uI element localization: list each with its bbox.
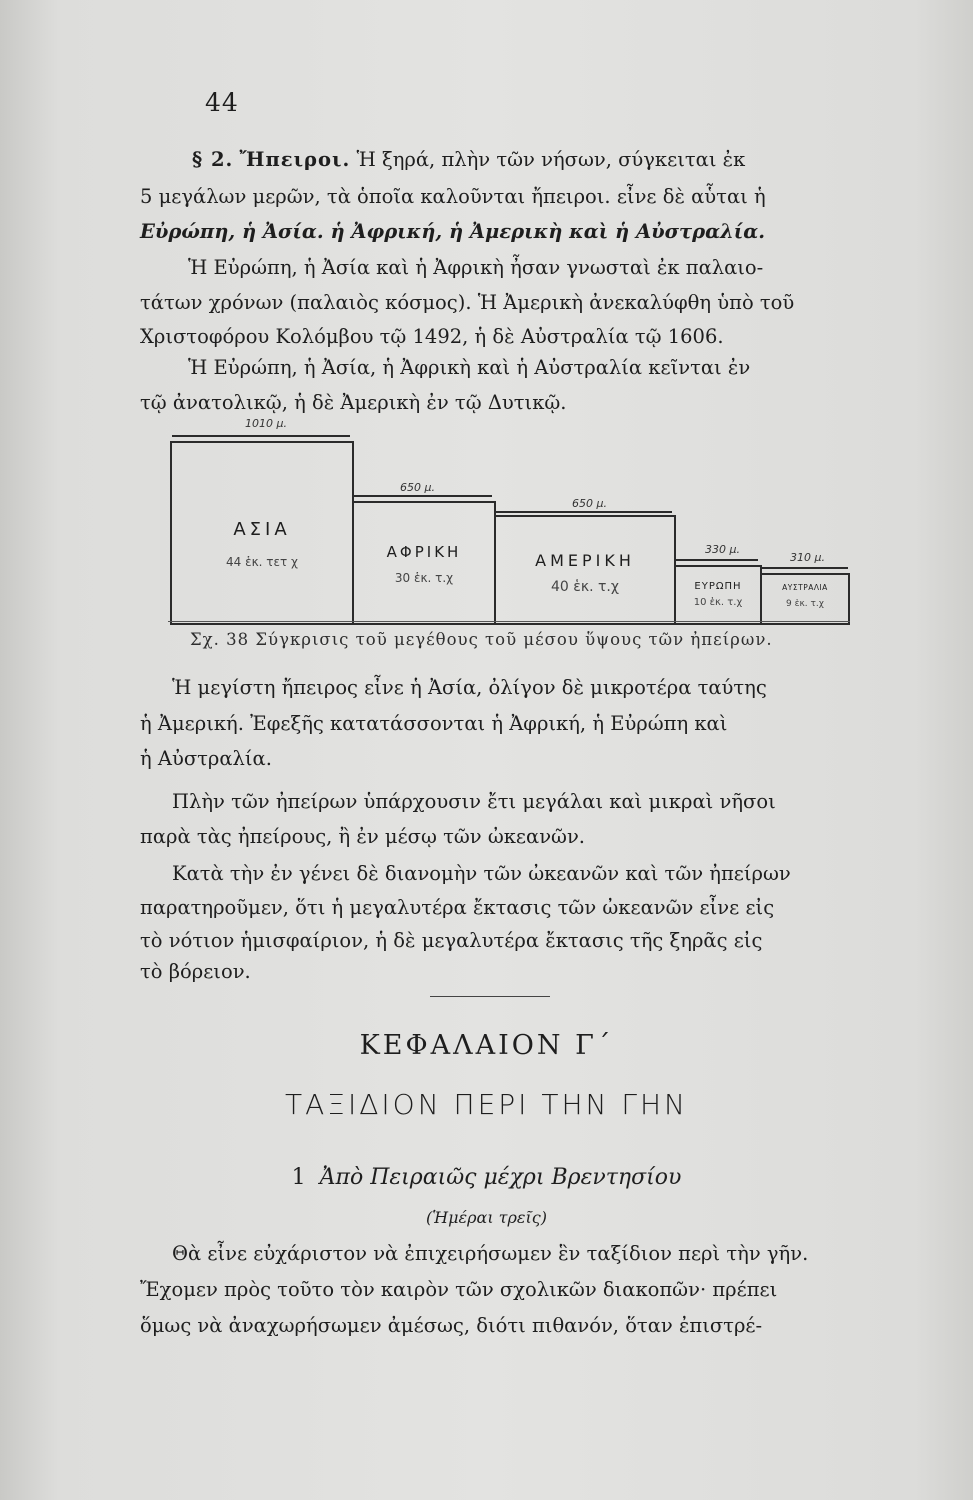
- section-title: Ἤπειροι.: [239, 148, 351, 171]
- chapter-title: ΤΑΞΙΔΙΟΝ ΠΕΡΙ ΤΗΝ ΓΗΝ: [285, 1088, 688, 1121]
- text-line: τάτων χρόνων (παλαιὸς κόσμος). Ἡ Ἀμερικὴ ἀνεκαλύφθη ὑπὸ τοῦ: [140, 291, 795, 314]
- text-line: Ἡ μεγίστη ἤπειρος εἶνε ἡ Ἀσία, ὀλίγον δὲ μικροτέρα ταύτης: [172, 676, 767, 699]
- continent-name-europe: ΕΥΡΩΠΗ: [694, 581, 742, 592]
- continent-name-asia: ΑΣΙΑ: [233, 519, 291, 540]
- text-line: Χριστοφόρου Κολόμβου τῷ 1492, ἡ δὲ Αὐστραλία τῷ 1606.: [140, 325, 724, 348]
- text-line: παρατηροῦμεν, ὅτι ἡ μεγαλυτέρα ἔκτασις τῶν ὠκεανῶν εἶνε εἰς: [140, 896, 775, 919]
- section-mark: § 2.: [192, 148, 234, 171]
- text-line: ἡ Ἀμερική. Ἐφεξῆς κατατάσσονται ἡ Ἀφρική, ἡ Εὐρώπη καὶ: [140, 712, 728, 735]
- box-europe: [674, 565, 762, 625]
- continent-name-australia: ΑΥΣΤΡΑΛΙΑ: [782, 583, 828, 592]
- continent-area-africa: 30 ἑκ. τ.χ: [394, 571, 454, 585]
- section-divider: [430, 996, 550, 997]
- text-line: Θὰ εἶνε εὐχάριστον νὰ ἐπιχειρήσωμεν ἓν ταξίδιον περὶ τὴν γῆν.: [172, 1242, 809, 1265]
- continent-area-america: 40 ἑκ. τ.χ: [551, 579, 619, 595]
- text-line: Πλὴν τῶν ἠπείρων ὑπάρχουσιν ἔτι μεγάλαι καὶ μικραὶ νῆσοι: [172, 790, 776, 813]
- height-label-europe: 330 μ.: [705, 543, 740, 556]
- section-line-1: [192, 148, 745, 171]
- height-label-africa: 650 μ.: [400, 481, 435, 494]
- figure-caption: Σχ. 38 Σύγκρισις τοῦ μεγέθους τοῦ μέσου ὕψους τῶν ἠπείρων.: [190, 630, 773, 649]
- box-asia: [170, 441, 354, 625]
- text-line: Ἔχομεν πρὸς τοῦτο τὸν καιρὸν τῶν σχολικῶν διακοπῶν· πρέπει: [140, 1278, 778, 1301]
- height-line-europe: [674, 559, 758, 561]
- continent-name-africa: ΑΦΡΙΚΗ: [386, 543, 462, 561]
- text-line: 5 μεγάλων μερῶν, τὰ ὁποῖα καλοῦνται ἤπειροι. εἶνε δὲ αὗται ἡ: [140, 185, 766, 208]
- text-line: τὸ βόρειον.: [140, 960, 251, 983]
- text-line: ὅμως νὰ ἀναχωρήσωμεν ἀμέσως, διότι πιθανόν, ὅταν ἐπιστρέ-: [140, 1314, 763, 1337]
- height-label-australia: 310 μ.: [790, 551, 825, 564]
- box-africa: [352, 501, 496, 625]
- box-america: [494, 515, 676, 625]
- subsection-number: 1: [291, 1165, 306, 1190]
- continent-area-asia: 44 ἑκ. τετ χ: [226, 555, 298, 569]
- page-number: 44: [205, 88, 239, 117]
- continent-area-australia: 9 ἑκ. τ.χ: [786, 599, 824, 609]
- text-line: Εὐρώπη, ἡ Ἀσία. ἡ Ἀφρική, ἡ Ἀμερικὴ καὶ ἡ Αὐστραλία.: [140, 220, 766, 243]
- height-line-australia: [760, 567, 848, 569]
- text-line: παρὰ τὰς ἠπείρους, ἢ ἐν μέσῳ τῶν ὠκεανῶν.: [140, 825, 586, 848]
- text-line: ἡ Αὐστραλία.: [140, 747, 272, 770]
- text-line: Κατὰ τὴν ἐν γένει δὲ διανομὴν τῶν ὠκεανῶν καὶ τῶν ἠπείρων: [172, 862, 791, 885]
- subsection-heading: [0, 1165, 973, 1190]
- section-text: Ἡ ξηρά, πλὴν τῶν νήσων, σύγκειται ἐκ: [356, 148, 746, 171]
- continent-name-america: ΑΜΕΡΙΚΗ: [535, 551, 635, 570]
- text-line: τῷ ἀνατολικῷ, ἡ δὲ Ἀμερικὴ ἐν τῷ Δυτικῷ.: [140, 391, 567, 414]
- text-line: Ἡ Εὐρώπη, ἡ Ἀσία καὶ ἡ Ἀφρικὴ ἦσαν γνωσταὶ ἐκ παλαιο-: [188, 256, 764, 279]
- height-line-asia: [172, 435, 350, 437]
- box-australia: [760, 573, 850, 625]
- chapter-heading: ΚΕΦΑΛΑΙΟΝ Γ΄: [359, 1030, 614, 1061]
- text-line: Ἡ Εὐρώπη, ἡ Ἀσία, ἡ Ἀφρικὴ καὶ ἡ Αὐστραλία κεῖνται ἐν: [188, 356, 751, 379]
- text-line: τὸ νότιον ἡμισφαίριον, ἡ δὲ μεγαλυτέρα ἔκτασις τῆς ξηρᾶς εἰς: [140, 929, 763, 952]
- height-line-africa: [352, 495, 492, 497]
- continent-area-europe: 10 ἑκ. τ.χ: [693, 597, 743, 608]
- subsection-title: Ἀπὸ Πειραιῶς μέχρι Βρεντησίου: [319, 1165, 682, 1190]
- height-line-america: [494, 511, 672, 513]
- figure-baseline: [168, 621, 850, 622]
- subsection-subtitle: (Ἡμέραι τρεῖς): [426, 1208, 547, 1227]
- height-label-america: 650 μ.: [572, 497, 607, 510]
- continent-height-figure: [160, 415, 860, 645]
- height-label-asia: 1010 μ.: [245, 417, 287, 430]
